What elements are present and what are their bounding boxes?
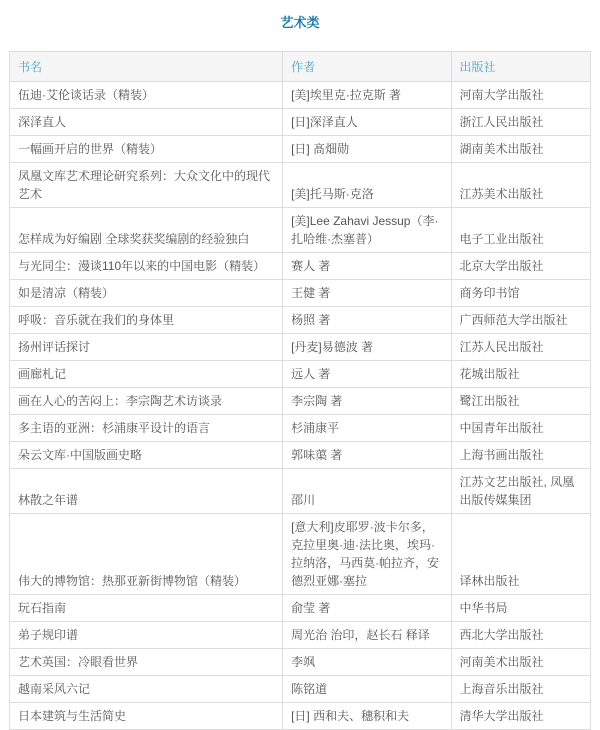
book-title-cell: 画廊札记	[10, 361, 283, 388]
book-title-cell: 凤凰文库艺术理论研究系列：大众文化中的现代艺术	[10, 163, 283, 208]
publisher-cell: 江苏文艺出版社, 凤凰出版传媒集团	[451, 469, 590, 514]
book-title-cell: 扬州评话探讨	[10, 334, 283, 361]
table-row	[10, 514, 591, 595]
table-row	[10, 82, 591, 109]
publisher-cell: 上海音乐出版社	[451, 676, 590, 703]
table-row	[10, 595, 591, 622]
book-title-cell: 如是清凉（精装）	[10, 280, 283, 307]
publisher-cell: 江苏美术出版社	[451, 163, 590, 208]
book-title-cell: 朵云文库·中国版画史略	[10, 442, 283, 469]
author-cell: 邵川	[283, 469, 451, 514]
author-cell: [美]Lee Zahavi Jessup（李·扎哈维·杰塞普）	[283, 208, 451, 253]
author-cell: [美]托马斯·克洛	[283, 163, 451, 208]
publisher-cell: 河南美术出版社	[451, 649, 590, 676]
author-cell: 周光治 治印，赵长石 释译	[283, 622, 451, 649]
table-row	[10, 280, 591, 307]
book-title-cell: 越南采风六记	[10, 676, 283, 703]
author-cell: [意大利]皮耶罗·波卡尔多，克拉里奥·迪·法比奥，埃玛·拉纳洛，马西莫·帕拉齐，安德烈亚娜·塞拉	[283, 514, 451, 595]
page-title: 艺术类	[280, 15, 320, 30]
column-header-book-title: 书名	[10, 52, 283, 82]
author-cell: [美]埃里克·拉克斯 著	[283, 82, 451, 109]
book-title-cell: 弟子规印谱	[10, 622, 283, 649]
table-row	[10, 388, 591, 415]
table-row	[10, 442, 591, 469]
publisher-cell: 西北大学出版社	[451, 622, 590, 649]
book-title-cell: 多主语的亚洲：杉浦康平设计的语言	[10, 415, 283, 442]
publisher-cell: 鹭江出版社	[451, 388, 590, 415]
book-title-cell: 一幅画开启的世界（精装）	[10, 136, 283, 163]
book-title-cell: 怎样成为好编剧 全球奖获奖编剧的经验独白	[10, 208, 283, 253]
author-cell: 王健 著	[283, 280, 451, 307]
table-row	[10, 307, 591, 334]
table-row	[10, 208, 591, 253]
publisher-cell: 广西师范大学出版社	[451, 307, 590, 334]
publisher-cell: 商务印书馆	[451, 280, 590, 307]
publisher-cell: 江苏人民出版社	[451, 334, 590, 361]
author-cell: 李宗陶 著	[283, 388, 451, 415]
publisher-cell: 上海书画出版社	[451, 442, 590, 469]
table-row	[10, 703, 591, 730]
table-row	[10, 163, 591, 208]
table-body	[10, 82, 591, 730]
book-title-cell: 与光同尘：漫谈110年以来的中国电影（精装）	[10, 253, 283, 280]
table-row	[10, 253, 591, 280]
table-row	[10, 676, 591, 703]
books-table	[9, 51, 591, 730]
table-row	[10, 649, 591, 676]
publisher-cell: 电子工业出版社	[451, 208, 590, 253]
book-title-cell: 呼吸：音乐就在我们的身体里	[10, 307, 283, 334]
author-cell: 陈铭道	[283, 676, 451, 703]
author-cell: [丹麦]易德波 著	[283, 334, 451, 361]
table-header	[10, 52, 591, 82]
publisher-cell: 花城出版社	[451, 361, 590, 388]
author-cell: 杉浦康平	[283, 415, 451, 442]
author-cell: [日]深泽直人	[283, 109, 451, 136]
publisher-cell: 译林出版社	[451, 514, 590, 595]
publisher-cell: 浙江人民出版社	[451, 109, 590, 136]
author-cell: 杨照 著	[283, 307, 451, 334]
publisher-cell: 北京大学出版社	[451, 253, 590, 280]
author-cell: 远人 著	[283, 361, 451, 388]
column-header-publisher: 出版社	[451, 52, 590, 82]
publisher-cell: 中华书局	[451, 595, 590, 622]
publisher-cell: 清华大学出版社	[451, 703, 590, 730]
author-cell: 李飒	[283, 649, 451, 676]
author-cell: 俞莹 著	[283, 595, 451, 622]
book-title-cell: 画在人心的苦闷上：李宗陶艺术访谈录	[10, 388, 283, 415]
table-row	[10, 136, 591, 163]
column-header-author: 作者	[283, 52, 451, 82]
table-row	[10, 622, 591, 649]
book-title-cell: 日本建筑与生活简史	[10, 703, 283, 730]
book-title-cell: 深泽直人	[10, 109, 283, 136]
table-row	[10, 469, 591, 514]
publisher-cell: 湖南美术出版社	[451, 136, 590, 163]
table-row	[10, 109, 591, 136]
header-row	[10, 52, 591, 82]
author-cell: 赛人 著	[283, 253, 451, 280]
author-cell: [日] 髙畑勋	[283, 136, 451, 163]
publisher-cell: 河南大学出版社	[451, 82, 590, 109]
book-title-cell: 伍迪·艾伦谈话录（精装）	[10, 82, 283, 109]
publisher-cell: 中国青年出版社	[451, 415, 590, 442]
table-row	[10, 361, 591, 388]
book-title-cell: 林散之年谱	[10, 469, 283, 514]
book-title-cell: 玩石指南	[10, 595, 283, 622]
table-row	[10, 415, 591, 442]
table-row	[10, 334, 591, 361]
book-title-cell: 伟大的博物馆：热那亚新街博物馆（精装）	[10, 514, 283, 595]
author-cell: 郭味蕖 著	[283, 442, 451, 469]
author-cell: [日] 西和夫、穗积和夫	[283, 703, 451, 730]
book-title-cell: 艺术英国：冷眼看世界	[10, 649, 283, 676]
